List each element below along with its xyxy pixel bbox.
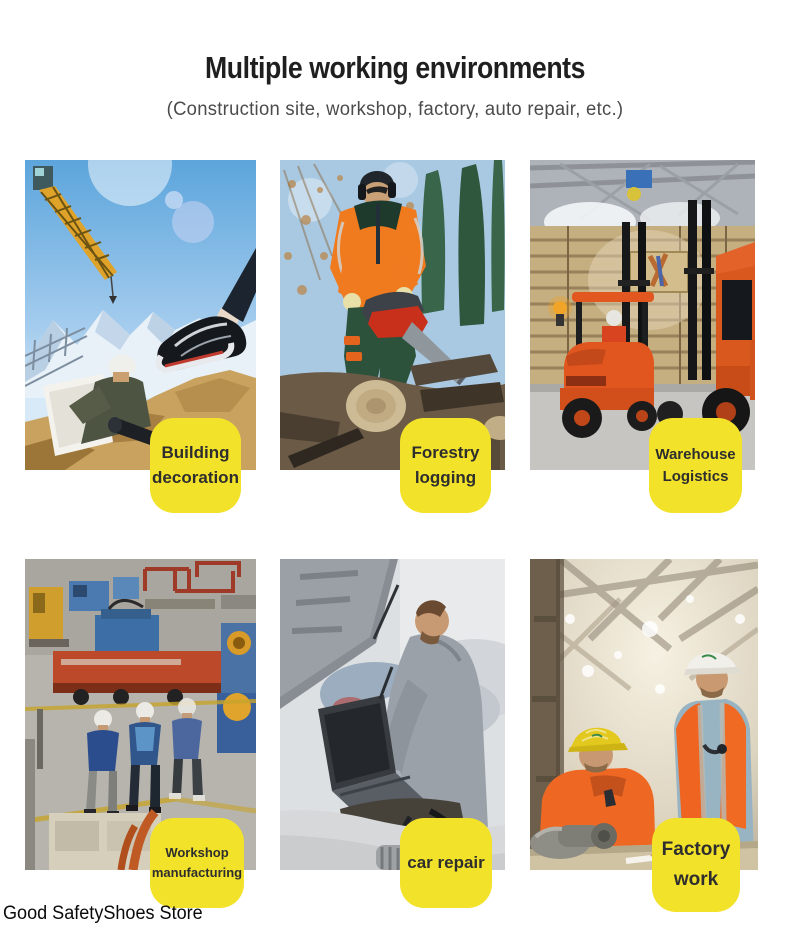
label-line: Building [161,442,230,462]
label-car-repair [400,818,492,908]
label-building-decoration [150,418,241,513]
label-line: manufacturing [151,865,243,880]
label-line: Logistics [662,467,729,485]
label-line: decoration [152,467,239,487]
label-line: logging [414,467,477,487]
label-workshop-manufacturing [150,818,244,908]
label-factory-work [652,818,740,912]
label-line: Workshop [165,844,229,860]
label-forestry-logging [400,418,491,513]
label-line: Forestry [411,442,480,462]
label-line: car repair [407,852,485,872]
label-line: Warehouse [655,445,736,463]
page-title: Multiple working environments [204,50,586,85]
label-warehouse-logistics [649,418,742,513]
page-subtitle: (Construction site, workshop, factory, auto repair, etc.) [166,99,624,120]
store-name: Good SafetyShoes Store [3,903,203,924]
label-line: Factory [661,838,731,860]
label-line: work [673,869,719,890]
